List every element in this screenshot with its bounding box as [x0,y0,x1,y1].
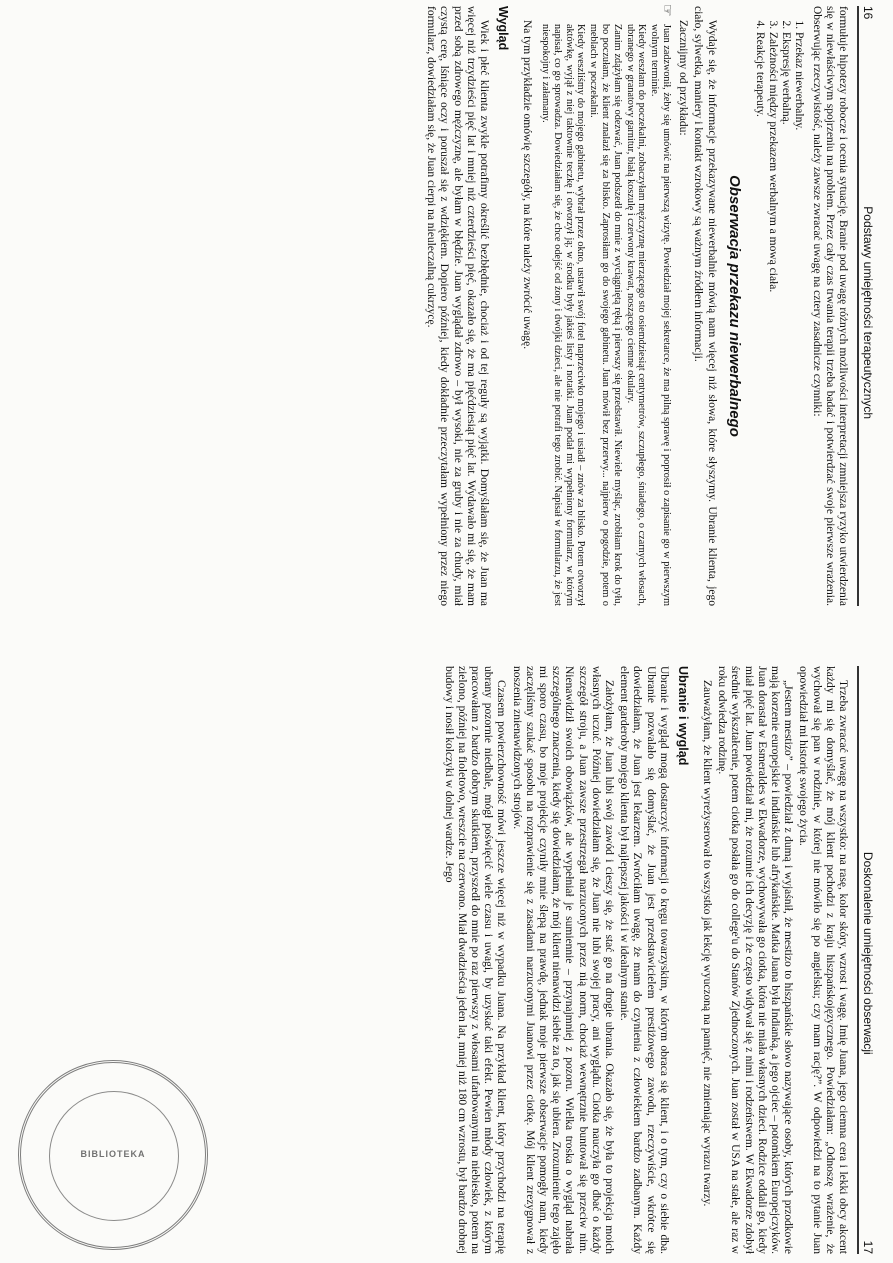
pointing-hand-icon: ☞ [658,4,674,17]
case-paragraph: Juan zadzwonił, żeby się umówić na pierwszą wizytę. Powiedział mojej sekretarce, że ma pilną sprawę i poprosił o zapisanie go w pierwszym wolnym terminie. [649,24,672,606]
section-paragraph: Zacznijmy od przykładu: [677,20,690,136]
body-paragraph: Trzeba zwracać uwagę na wszystko: na rasę, kolor skóry, wzrost i wagę. Imię Juana, jego ciemna cera i lekki obcy akcent każdy mi się domyślać, że mój klient pochodzi z kraju hiszpańskojęzycznego. Powiedziałam: „Odnoszę wrażenie, że wychował się pan w rodzinie, w której nie mówiło się po angielsku; czy mam rację?”. W odpowiedzi na to pytanie Juan opowiedział mi historię swojego życia. [797,666,849,1254]
body-paragraph: Założyłam, że Juan lubi swój zawód i cieszy się, że stać go na drogie ubrania. Okazało się, że była to projekcja moich własnych uczuć. Później dowiedziałam się, że Juan nie lubi swojej pracy, ani wyglądu. Ciotka nauczyła go dbać o każdy szczegół stroju, a Juan zawsze przestrzegał narzuconych przez nią norm, chociaż wewnętrznie buntował się przeciw nim. Nienawidził swoich obowiązków, ale wypełniał je sumiennie – przynajmniej z pozoru. Wielka troska o wygląd nabrała szczególnego znaczenia, kiedy się dowiedziałam, że mój klient nienawidzi siebie za to, jak się ubiera. Zrozumienie tego zajęło mi sporo czasu, bo moje projekcje czyniły mnie ślepą na prawdę, jednak moje pierwsze obserwacje pomogły nam, kiedy zaczęliśmy szukać sposobu na rozprawienie się z zasadami narzuconymi Juanowi przez ciotkę. Mój klient zrezygnował z noszenia znienawidzonych strojów. [510,666,615,1254]
appearance-paragraph: Wiek i płeć klienta zwykle potrafimy określić bezbłędnie, chociaż i od tej reguły są wyjątki. Domyślałam się, że Juan ma więcej niż trzydzieści pięć lat i mniej niż czterdzieści pięć, okazało się, że ma pięćdziesiąt pięć lat. Wydawało mi się, że mam przed sobą zdrowego mężczyznę, ale byłam w błędzie. Juan wyglądał zdrowo – był wysoki, nie za gruby i nie za chudy, miał czystą cerę, lśniące oczy i poruszał się z wdziękiem. Dopiero później, kiedy dokładnie przeczytałam wypełniony przez niego formularz, dowiedziałam się, że Juan cierpi na nieuleczalną cukrzycę. [425,6,490,606]
section-title: Obserwacja przekazu niewerbalnego [725,175,743,437]
body-paragraph: Zauważyłam, że klient wyreżyserował to wszystko jak lekcję wyuczoną na pamięć, nie zmieniając wyrazu twarzy. [700,680,713,1207]
factor-item: 1. Przekaz niewerbalny. [792,32,805,606]
right-page-number: 17 [861,1240,875,1254]
body-paragraph: „Jestem mestizo” – powiedział z dumą i wyjaśnił, że mestizo to hiszpańskie słowo nazywające osoby, których przodkowie mają korzenie europejskie i indiańskie lub afrykańskie. Matka Juana była Indianką, a jego ojciec – potomkiem Europejczyków. Juan dorastał w Esmeraldes w Ekwadorze, wychowywała go ciotka, która nie miała własnych dzieci. Rodzice oddali go, kiedy miał pięć lat. Juan powiedział mi, że rozumie ich decyzję i że często widywał się z nimi i rodzeństwem. W Ekwadorze zdobył średnie wykształcenie, potem ciotka posłała go do college'u do Stanów Zjednoczonych. Juan został w USA na stałe, ale raz w roku odwiedza rodzinę. [716,666,795,1254]
case-paragraph: Kiedy weszliśmy do mojego gabinetu, wybrał przez okno, ustawił swój fotel naprzeciwko mojego i usiadł – znów za blisko. Potem otworzył aktówkę, wyjął z niej taktownie teczkę i otworzył ją; w środku były jakieś listy i notatki. Juan podał mi wypełniony formularz, w którym napisał, co go sprowadza. Dowiedziałam się, że chce odejść od żony i dwójki dzieci, ale nie potrafi tego zrobić. Napisał w formularzu, że jest niespokojny i załamany. [540,24,587,606]
subheading-appearance: Wygląd [496,6,510,51]
after-case-paragraph: Na tym przykładzie omówię szczegóły, na które należy zwrócić uwagę. [521,20,534,350]
factor-item: 2. Ekspresję werbalną. [779,32,792,606]
left-page [15,6,875,624]
body-paragraph: Czasem powierzchowność mówi jeszcze więcej niż w wypadku Juana. Na przykład klient, który przychodzi na terapię ubrany pozornie niedbale, mógł poświęcić wiele czasu i uwagi, by uzyskać taki efekt. Pewien młody człowiek, z którym pracowałam z bardzo dobrym skutkiem, przyszedł do mnie po raz pierwszy z włosami ufarbowanymi na niebiesko, potem na zielono, później na fioletowo, wreszcie na czerwono. Miał dwadzieścia jeden lat, mniej niż 180 cm wzrostu, był bardzo drobnej budowy i nosił kolczyki w dolnej wardze. Jego [442,666,508,1254]
stamp-text: BIBLIOTEKA [80,1149,146,1159]
factor-list [753,32,806,606]
right-running-head [857,666,875,1254]
body-paragraph: Ubranie i wygląd mogą dostarczyć informacji o kręgu towarzyskim, w którym obraca się klient, i o tym, czy o siebie dba. Ubranie pozwalało się domyślać, że Juan jest przedstawicielem prestiżowego zawodu, rzeczywiście, wkrótce się dowiedziałam, że Juan jest lekarzem. Zwróciłam uwagę, że mam do czynienia z człowiekiem bardzo zadbanym. Każdy element garderoby mojego klienta był najlepszej jakości i w idealnym stanie. [618,666,670,1254]
case-example [539,6,672,606]
left-running-head [857,6,875,606]
case-paragraph: Kiedy weszłam do poczekalni, zobaczyłam mężczyznę mierzącego sto osiemdziesiąt centymetrów, szczupłego, śniadego, o czarnych włosach, ubranego w granatowy garnitur, białą koszulę i czerwony krawat, noszącego ciemne okulary. [624,24,648,606]
left-running-title: Podstawy umiejętności terapeutycznych [861,206,875,420]
subheading-clothing: Ubranie i wygląd [675,666,690,766]
section-paragraph: Wydaje się, że informacje przekazywane niewerbalnie mówią nam więcej niż słowa, które słyszymy. Ubranie klienta, jego ciało, sylwetka, maniery i kontakt wzrokowy są ważnym źródłem informacji. [692,6,718,606]
intro-paragraph: formułuje hipotezy robocze i ocenia sytuację. Branie pod uwagę różnych możliwości interpretacji zmniejsza ryzyko utwierdzenia się w niewłaściwym spojrzeniu na problem. Przez cały czas trwania terapii trzeba badać i potwierdzać swoje pierwsze wrażenia. Obserwując rzeczywistość, należy zawsze zwracać uwagę na cztery zasadnicze czynniki: [810,6,849,606]
factor-item: 4. Reakcje terapeuty. [753,32,766,606]
factor-item: 3. Zależności między przekazem werbalnym a mową ciała. [766,32,779,606]
case-paragraph: Zanim zdążyłam się odezwać, Juan podszedł do mnie z wyciągniętą ręką i pierwszy się przedstawił. Niewiele myśląc, zrobiłam krok do tyłu, bo poczułam, że klient znalazł się za blisko. Zaprosiłam go do swojego gabinetu. Juan mówił bez przerwy... najpierw o pogodzie, potem o meblach w poczekalni. [588,24,623,606]
left-page-number: 16 [861,6,875,20]
right-running-title: Doskonalenie umiejętności obserwacji [861,851,875,1055]
library-stamp [18,1060,208,1250]
